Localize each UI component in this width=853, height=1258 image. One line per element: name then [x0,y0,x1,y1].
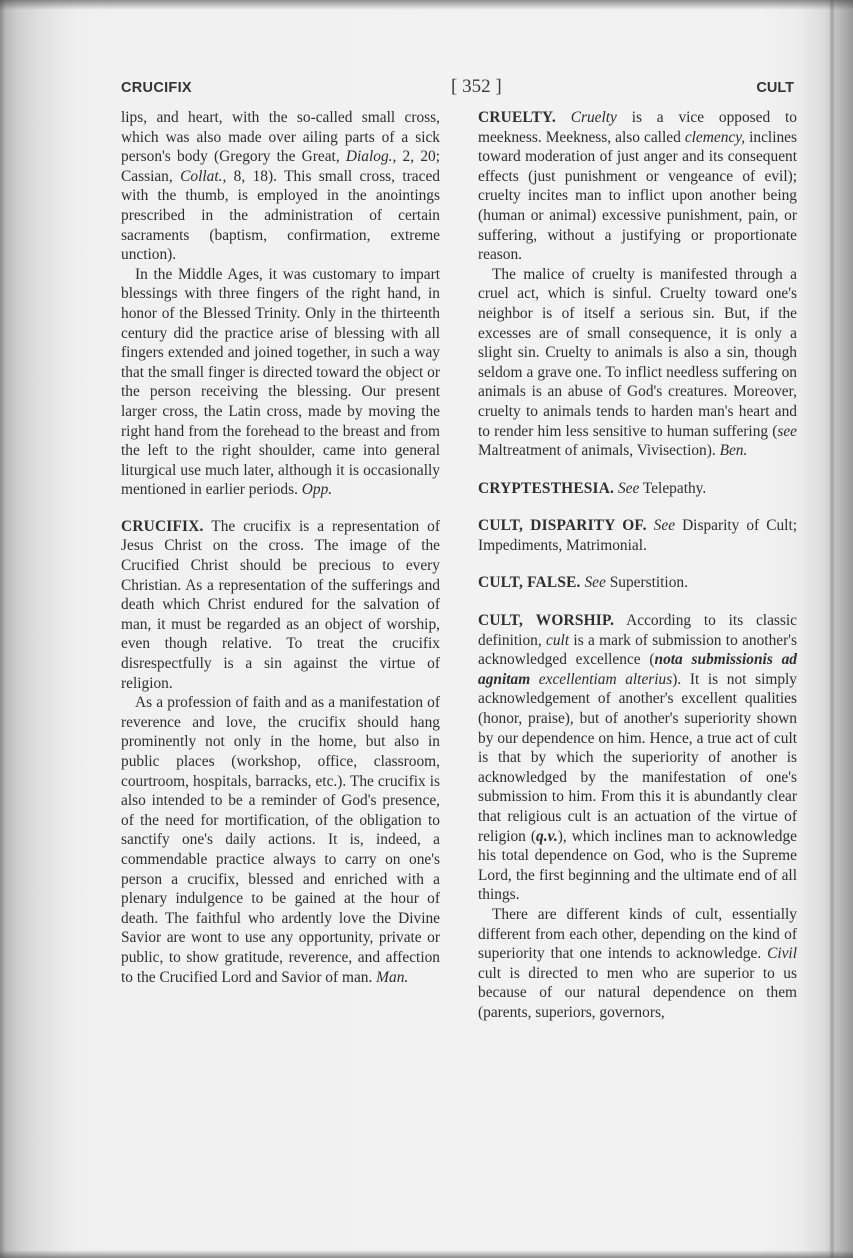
latin-phrase: nota submissionis ad agnitam [478,651,797,688]
headword: CRUELTY. [478,109,556,126]
running-head [121,76,794,104]
cross-reference-link: Telepathy. [639,479,707,497]
headword: CRYPTESTHESIA. [478,479,615,497]
profession-paragraph: As a profession of faith and as a manifestation of reverence and love, the crucifix should hang prominently not only in the home, but also in public places (workshop, office, classroom, courtroom, hospitals, barracks, etc.). The crucifix is also intended to be a reminder of God's presence, of the need for mortification, of the obligation to sanctify one's daily actions. It is, indeed, a commendable practice always to carry on one's person a crucifix, blessed and enriched with a plenary indulgence to be gained at the hour of death. The faithful who ardently love the Divine Savior are wont to use any opportunity, private or public, to show gratitude, reverence, and affection to the Crucified Lord and Savior of man. Man. [121,694,440,986]
entry-cruelty: CRUELTY. Cruelty is a vice opposed to meekness. Meekness, also called clemency, inclines toward moderation of just anger and its consequent effects (just punishment or vengeance of evil); cruelty incites man to inflict upon another being (human or animal) excessive punishment, pain, or suffering, without a justifying or proportionate reason. [478,109,797,264]
malice-paragraph: The malice of cruelty is manifested through a cruel act, which is sinful. Cruelty toward one's neighbor is of itself a serious sin. But, if the excesses are of small consequence, it is only a slight sin. Cruelty to animals is also a sin, though seldom a grave one. To inflict needless suffering on animals is an abuse of God's creatures. Moreover, cruelty to animals tends to harden man's heart and to render him less sensitive to human suffering (see Maltreatment of animals, Vivisection). Ben. [478,265,797,460]
cross-reference-link: Superstition. [605,574,688,592]
entry-crucifix: CRUCIFIX. The crucifix is a representation of Jesus Christ on the cross. The image of the Crucified Christ should be precious to every Christian. As a representation of the sufferings and death which Christ endured for the salvation of man, it must be regarded as an object of worship, even though relative. To treat the crucifix disrespectfully is a sin against the virtue of religion. [121,517,440,692]
author-signature: Ben. [719,442,748,460]
headword: CULT, DISPARITY OF. [478,517,647,535]
page-edge-shadow [829,0,835,1258]
continuation-paragraph: lips, and heart, with the so-called small cross, which was also made over ailing parts of a sick person's body (Gregory the Great, Dialog., 2, 20; Cassian, Collat., 8, 18). This small cross, traced with the thumb, is employed in the anointings prescribed in the administration of certain sacraments (baptism, confirmation, extreme unction). [121,109,440,264]
left-column [121,108,440,987]
cross-reference-link: Disparity of Cult; Impediments, Matrimonial. [478,517,797,554]
author-signature: Opp. [301,481,333,499]
latin-phrase: excellentiam alterius [530,670,673,688]
page-number: [ 352 ] [451,76,502,97]
author-signature: Man. [376,968,409,986]
entry-cult-worship: CULT, WORSHIP. According to its classic definition, cult is a mark of submission to another's acknowledged excellence (nota submissionis ad agnitam excellentiam alterius). It is not simply acknowledgement of another's excellent qualities (honor, praise), but of another's superiority shown by our dependence on him. Hence, a true act of cult is that by which the superiority of another is acknowledged by the manifestation of one's submission to him. From this it is abundantly clear that religious cult is an actuation of the virtue of religion (q.v.), which inclines man to acknowledge his total dependence on God, who is the Supreme Lord, the first beginning and the ultimate end of all things. [478,612,798,904]
running-head-right: CULT [756,80,794,96]
kinds-paragraph: There are different kinds of cult, essentially different from each other, depending on the kind of superiority that one intends to acknowledge. Civil cult is directed to men who are superior to us because of our natural dependence on them (parents, superiors, governors, [478,905,797,1021]
entry-cryptesthesia: CRYPTESTHESIA. See Telepathy. [478,479,707,497]
headword: CULT, FALSE. [478,574,581,592]
right-column [478,108,797,1023]
citation: Dialog., [345,148,397,166]
entry-cult-false: CULT, FALSE. See Superstition. [478,574,688,592]
entry-cult-disparity: CULT, DISPARITY OF. See Disparity of Cult; Impediments, Matrimonial. [478,517,797,554]
headword: CRUCIFIX. [121,517,204,535]
running-head-left: CRUCIFIX [121,80,192,96]
citation: Collat., [180,167,227,185]
middle-ages-paragraph: In the Middle Ages, it was customary to impart blessings with three fingers of the right hand, in honor of the Blessed Trinity. Only in the thirteenth century did the practice arise of blessing with all fingers extended and joined together, in such a way that the small finger is directed toward the object or the person receiving the blessing. Our present larger cross, the Latin cross, made by moving the right hand from the forehead to the breast and from the left to the right shoulder, came into general liturgical use much later, although it is occasionally mentioned in earlier periods. Opp. [121,265,440,499]
headword: CULT, WORSHIP. [478,612,615,630]
